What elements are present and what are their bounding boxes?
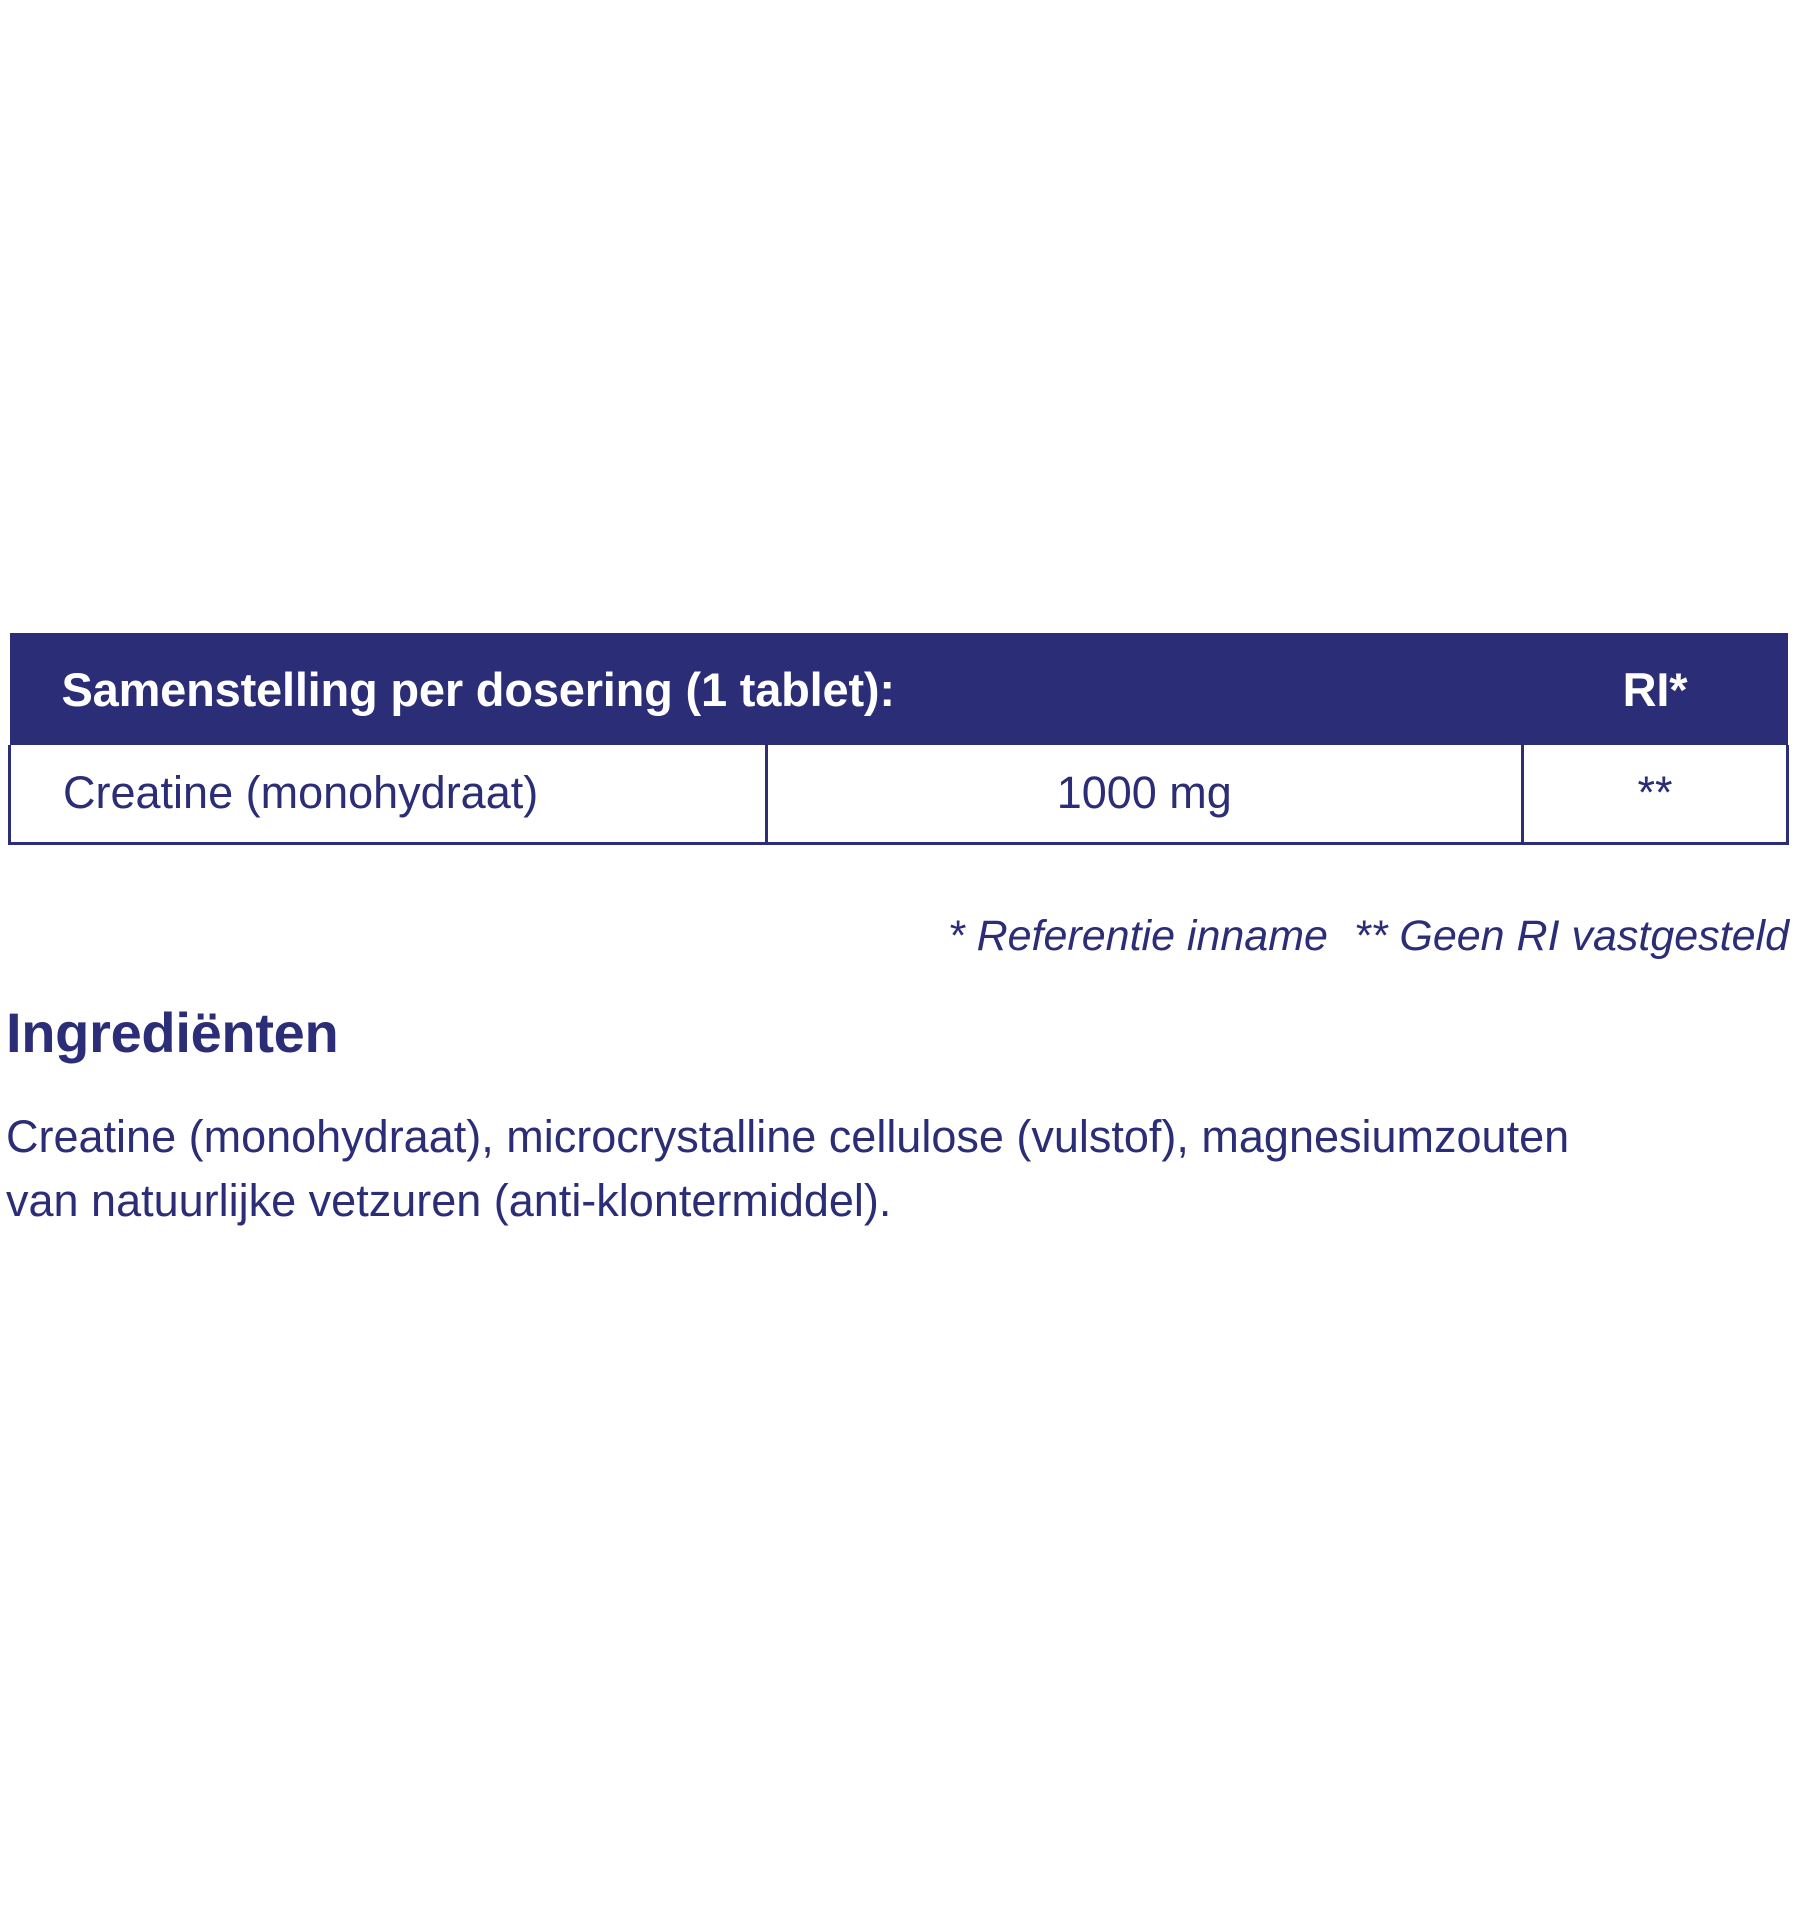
nutrition-table xyxy=(8,633,1789,845)
ingredients-text: Creatine (monohydraat), microcrystalline cellulose (vulstof), magnesiumzouten van natuurlijke vetzuren (anti-klontermiddel). xyxy=(6,1111,1570,1227)
nutrient-amount: 1000 mg xyxy=(766,745,1523,843)
table-row xyxy=(10,745,1788,843)
table-footnotes xyxy=(0,912,1789,961)
table-header-ri: RI* xyxy=(1622,662,1688,716)
nutrient-ri: ** xyxy=(1523,745,1788,843)
footnote-ri: * Referentie inname xyxy=(947,912,1328,960)
nutrient-name: Creatine (monohydraat) xyxy=(10,745,767,843)
table-header-row xyxy=(10,633,1788,745)
ingredients-heading: Ingrediënten xyxy=(6,1001,339,1064)
footnote-no-ri: ** Geen RI vastgesteld xyxy=(1353,912,1789,960)
table-header-title: Samenstelling per dosering (1 tablet): xyxy=(61,662,895,716)
